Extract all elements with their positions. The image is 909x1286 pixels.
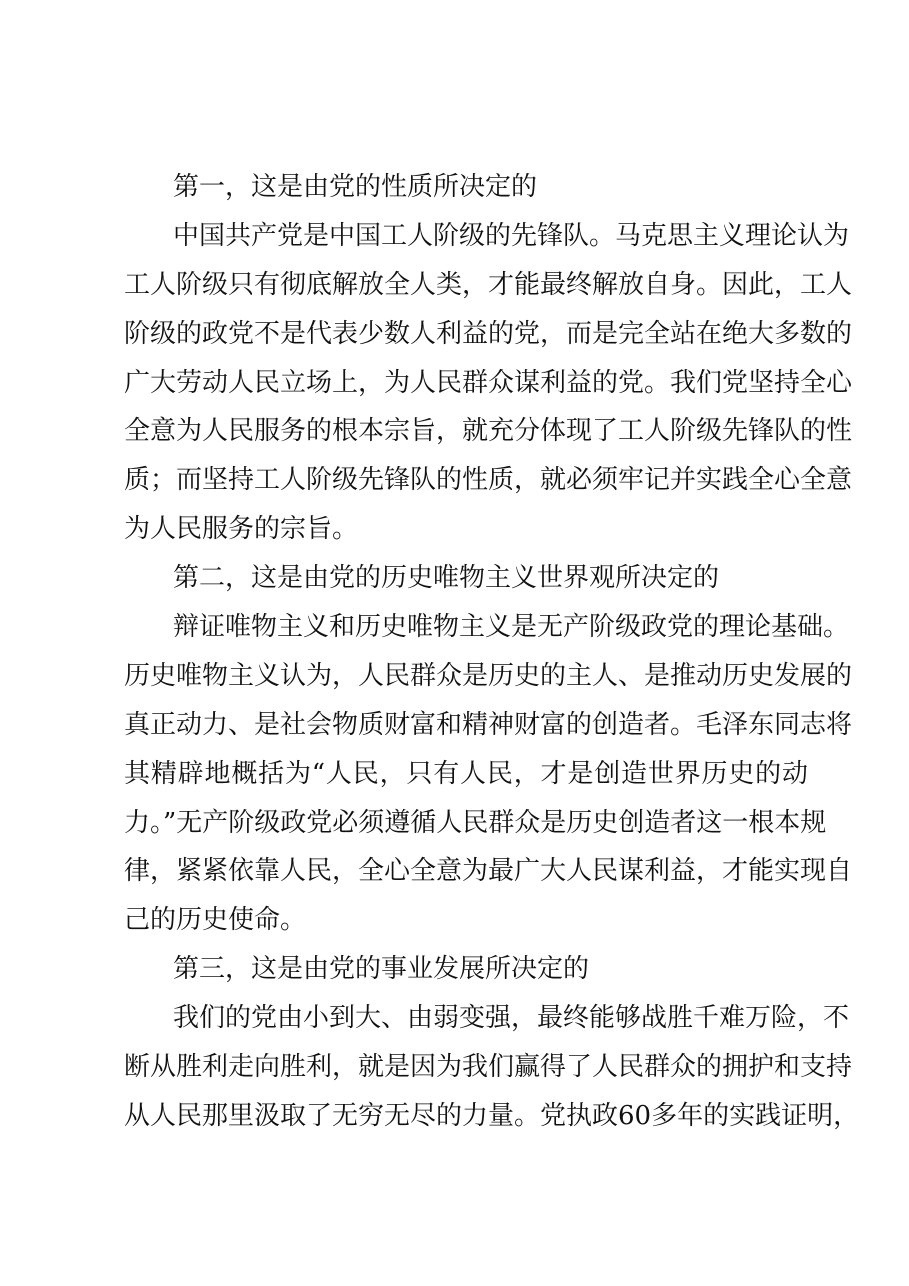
text-line: 力。”无产阶级政党必须遵循人民群众是历史创造者这一根本规 [124,807,827,838]
section-heading-2: 第二，这是由党的历史唯物主义世界观所决定的 [173,563,720,594]
text-line: 真正动力、是社会物质财富和精神财富的创造者。毛泽东同志将 [124,709,853,740]
text-line: 从人民那里汲取了无穷无尽的力量。党执政60多年的实践证明， [124,1100,860,1131]
text-line: 其精辟地概括为“人民，只有人民，才是创造世界历史的动 [124,758,808,789]
text-line: 中国共产党是中国工人阶级的先锋队。马克思主义理论认为 [173,220,850,251]
section-heading-3: 第三，这是由党的事业发展所决定的 [173,954,590,985]
text-line: 辩证唯物主义和历史唯物主义是无产阶级政党的理论基础。 [173,612,850,643]
text-line: 全意为人民服务的根本宗旨，就充分体现了工人阶级先锋队的性 [124,416,853,447]
text-line: 阶级的政党不是代表少数人利益的党，而是完全站在绝大多数的 [124,318,853,349]
text-line: 为人民服务的宗旨。 [124,514,359,545]
text-line: 历史唯物主义认为，人民群众是历史的主人、是推动历史发展的 [124,660,853,691]
text-line: 质；而坚持工人阶级先锋队的性质，就必须牢记并实践全心全意 [124,465,853,496]
text-line: 工人阶级只有彻底解放全人类，才能最终解放自身。因此，工人 [124,269,853,300]
text-line: 断从胜利走向胜利，就是因为我们赢得了人民群众的拥护和支持 [124,1052,853,1083]
section-heading-1: 第一，这是由党的性质所决定的 [173,172,538,202]
text-line: 我们的党由小到大、由弱变强，最终能够战胜千难万险，不 [173,1003,850,1034]
text-line: 律，紧紧依靠人民，全心全意为最广大人民谋利益，才能实现自 [124,856,853,887]
document-text-body [124,163,860,1141]
text-line: 己的历史使命。 [124,905,307,936]
text-line: 广大劳动人民立场上，为人民群众谋利益的党。我们党坚持全心 [124,367,853,398]
